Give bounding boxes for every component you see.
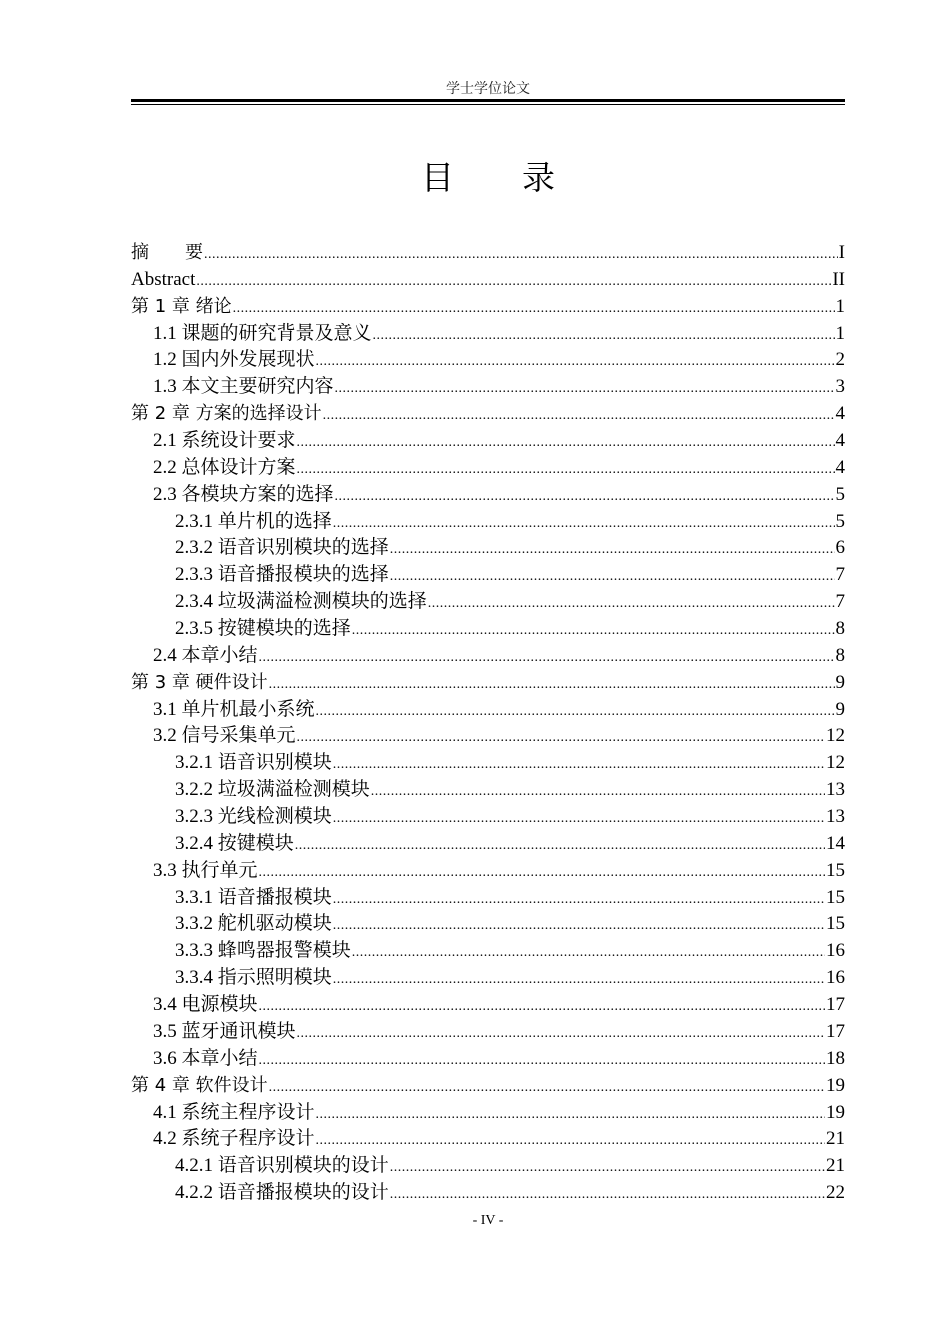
toc-entry-label: 3.6 本章小结: [153, 1047, 258, 1069]
toc-entry[interactable]: [131, 535, 845, 562]
toc-entry[interactable]: [131, 938, 845, 965]
toc-entry[interactable]: [131, 240, 845, 267]
toc-entry[interactable]: [131, 670, 845, 697]
toc-entry-label: 3.5 蓝牙通讯模块: [153, 1020, 296, 1042]
toc-entry-label: 4.2 系统子程序设计: [153, 1128, 315, 1150]
toc-entry-label: 2.3.3 语音播报模块的选择: [175, 564, 389, 586]
toc-entry-page: 12: [826, 752, 845, 774]
toc-entry-page: 15: [826, 913, 845, 935]
toc-entry-page: 8: [835, 618, 845, 640]
dot-leader: [390, 537, 835, 562]
toc-entry[interactable]: [131, 723, 845, 750]
dot-leader: [316, 1128, 825, 1153]
dot-leader: [390, 1155, 825, 1180]
toc-entry[interactable]: [131, 267, 845, 294]
dot-leader: [297, 725, 825, 750]
title-char: 目: [421, 158, 454, 197]
dot-leader: [333, 967, 825, 992]
toc-entry-label: 第 2 章 方案的选择设计: [131, 403, 322, 425]
toc-entry-label: 1.3 本文主要研究内容: [153, 376, 334, 398]
toc-entry[interactable]: [131, 643, 845, 670]
toc-entry-label: 2.3 各模块方案的选择: [153, 483, 334, 505]
dot-leader: [259, 645, 835, 670]
running-header: 学士学位论文: [446, 82, 530, 97]
dot-leader: [352, 618, 835, 643]
page-number: - IV -: [472, 1213, 504, 1228]
toc-entry[interactable]: [131, 1100, 845, 1127]
toc-entry-label: 3.3.3 蜂鸣器报警模块: [175, 940, 351, 962]
toc-entry[interactable]: [131, 1153, 845, 1180]
toc-entry-page: 1: [835, 322, 845, 344]
toc-entry-page: 1: [835, 295, 845, 317]
toc-entry[interactable]: [131, 374, 845, 401]
page-title: [131, 152, 845, 199]
dot-leader: [259, 860, 825, 885]
toc-entry-label: 4.1 系统主程序设计: [153, 1101, 315, 1123]
toc-entry-label: 第 1 章 绪论: [131, 295, 232, 317]
toc-entry[interactable]: [131, 321, 845, 348]
toc-entry-page: 5: [835, 510, 845, 532]
dot-leader: [259, 1048, 825, 1073]
toc-entry-label: 3.2 信号采集单元: [153, 725, 296, 747]
toc-entry-page: 2: [835, 349, 845, 371]
dot-leader: [233, 296, 835, 321]
dot-leader: [259, 994, 825, 1019]
toc-entry[interactable]: [131, 1019, 845, 1046]
toc-entry[interactable]: [131, 482, 845, 509]
toc-entry-page: 18: [826, 1047, 845, 1069]
toc-entry-page: 19: [826, 1074, 845, 1096]
dot-leader: [390, 1182, 825, 1207]
toc-entry-label: Abstract: [131, 268, 196, 290]
toc-entry-label: 2.3.1 单片机的选择: [175, 510, 332, 532]
toc-entry-page: 7: [835, 591, 845, 613]
toc-entry-label: 3.3.4 指示照明模块: [175, 967, 332, 989]
toc-entry-label: 1.1 课题的研究背景及意义: [153, 322, 372, 344]
dot-leader: [373, 323, 835, 348]
toc-entry[interactable]: [131, 831, 845, 858]
toc-entry-page: 16: [826, 940, 845, 962]
dot-leader: [295, 833, 825, 858]
toc-entry-page: 9: [835, 671, 845, 693]
dot-leader: [390, 564, 835, 589]
header-rule-thin: [131, 104, 845, 105]
toc-entry-page: 22: [826, 1182, 845, 1204]
toc-entry-page: 12: [826, 725, 845, 747]
dot-leader: [297, 430, 835, 455]
toc-entry-page: 4: [835, 430, 845, 452]
toc-entry-page: 6: [835, 537, 845, 559]
header-rule-thick: [131, 99, 845, 102]
toc-entry-page: 16: [826, 967, 845, 989]
toc-entry[interactable]: [131, 1126, 845, 1153]
toc-entry-page: 9: [835, 698, 845, 720]
toc-entry-page: 4: [835, 456, 845, 478]
dot-leader: [316, 1102, 825, 1127]
toc-entry[interactable]: [131, 858, 845, 885]
dot-leader: [333, 806, 825, 831]
toc-entry-label: 2.3.4 垃圾满溢检测模块的选择: [175, 591, 427, 613]
toc-entry-label: 2.1 系统设计要求: [153, 430, 296, 452]
toc-entry[interactable]: [131, 804, 845, 831]
dot-leader: [316, 699, 835, 724]
toc-entry[interactable]: [131, 428, 845, 455]
dot-leader: [352, 940, 825, 965]
toc-entry-page: 21: [826, 1128, 845, 1150]
toc-entry[interactable]: [131, 401, 845, 428]
dot-leader: [333, 511, 835, 536]
toc-entry-label: 1.2 国内外发展现状: [153, 349, 315, 371]
toc-entry-page: 19: [826, 1101, 845, 1123]
toc-entry[interactable]: [131, 616, 845, 643]
dot-leader: [196, 269, 831, 294]
toc-entry[interactable]: [131, 1180, 845, 1207]
dot-leader: [333, 752, 825, 777]
toc-entry-label: 3.2.2 垃圾满溢检测模块: [175, 779, 370, 801]
toc-entry-label: 3.2.1 语音识别模块: [175, 752, 332, 774]
toc-entry-label: 3.3.2 舵机驱动模块: [175, 913, 332, 935]
toc-entry-page: 21: [826, 1155, 845, 1177]
toc-entry-label: 3.2.3 光线检测模块: [175, 806, 332, 828]
toc-entry[interactable]: [131, 1046, 845, 1073]
toc-entry-page: 13: [826, 779, 845, 801]
toc-entry-page: 4: [835, 403, 845, 425]
dot-leader: [335, 376, 835, 401]
title-char: 录: [522, 158, 555, 197]
dot-leader: [428, 591, 835, 616]
toc-entry-label: 4.2.1 语音识别模块的设计: [175, 1155, 389, 1177]
toc-entry-page: 8: [835, 644, 845, 666]
toc-entry-page: 13: [826, 806, 845, 828]
toc-entry-label: 3.2.4 按键模块: [175, 832, 294, 854]
toc-entry-label: 2.2 总体设计方案: [153, 456, 296, 478]
toc-entry-page: I: [838, 242, 845, 263]
toc-entry[interactable]: [131, 992, 845, 1019]
dot-leader: [335, 484, 835, 509]
toc-entry-label: 2.3.2 语音识别模块的选择: [175, 537, 389, 559]
toc-entry-page: 14: [826, 832, 845, 854]
dot-leader: [371, 779, 825, 804]
dot-leader: [333, 887, 825, 912]
toc-entry-label: 4.2.2 语音播报模块的设计: [175, 1182, 389, 1204]
toc-entry-page: 7: [835, 564, 845, 586]
table-of-contents: [131, 240, 845, 1207]
toc-entry-label: 第 3 章 硬件设计: [131, 671, 268, 693]
toc-entry[interactable]: [131, 589, 845, 616]
toc-entry-label: 3.1 单片机最小系统: [153, 698, 315, 720]
toc-entry[interactable]: [131, 455, 845, 482]
toc-entry[interactable]: [131, 965, 845, 992]
toc-entry-page: 3: [835, 376, 845, 398]
toc-entry-page: 17: [826, 994, 845, 1016]
toc-entry-page: 15: [826, 859, 845, 881]
toc-entry-label: 2.3.5 按键模块的选择: [175, 618, 351, 640]
dot-leader: [333, 913, 825, 938]
toc-entry[interactable]: [131, 562, 845, 589]
dot-leader: [269, 672, 835, 697]
toc-entry-label: 第 4 章 软件设计: [131, 1074, 268, 1096]
toc-entry-label: 2.4 本章小结: [153, 644, 258, 666]
toc-entry[interactable]: [131, 347, 845, 374]
dot-leader: [297, 1021, 825, 1046]
dot-leader: [269, 1075, 825, 1100]
toc-entry-page: 17: [826, 1020, 845, 1042]
toc-entry[interactable]: [131, 911, 845, 938]
toc-entry-page: II: [832, 268, 845, 290]
toc-entry[interactable]: [131, 1073, 845, 1100]
toc-entry-label: 摘 要: [131, 242, 203, 263]
toc-entry-label: 3.3.1 语音播报模块: [175, 886, 332, 908]
toc-entry[interactable]: [131, 697, 845, 724]
toc-entry[interactable]: [131, 294, 845, 321]
dot-leader: [204, 242, 838, 267]
toc-entry[interactable]: [131, 509, 845, 536]
dot-leader: [316, 349, 835, 374]
toc-entry-label: 3.3 执行单元: [153, 859, 258, 881]
dot-leader: [323, 403, 835, 428]
dot-leader: [297, 457, 835, 482]
toc-entry-page: 15: [826, 886, 845, 908]
toc-entry[interactable]: [131, 777, 845, 804]
toc-entry-label: 3.4 电源模块: [153, 994, 258, 1016]
toc-entry[interactable]: [131, 885, 845, 912]
toc-entry[interactable]: [131, 750, 845, 777]
toc-entry-page: 5: [835, 483, 845, 505]
